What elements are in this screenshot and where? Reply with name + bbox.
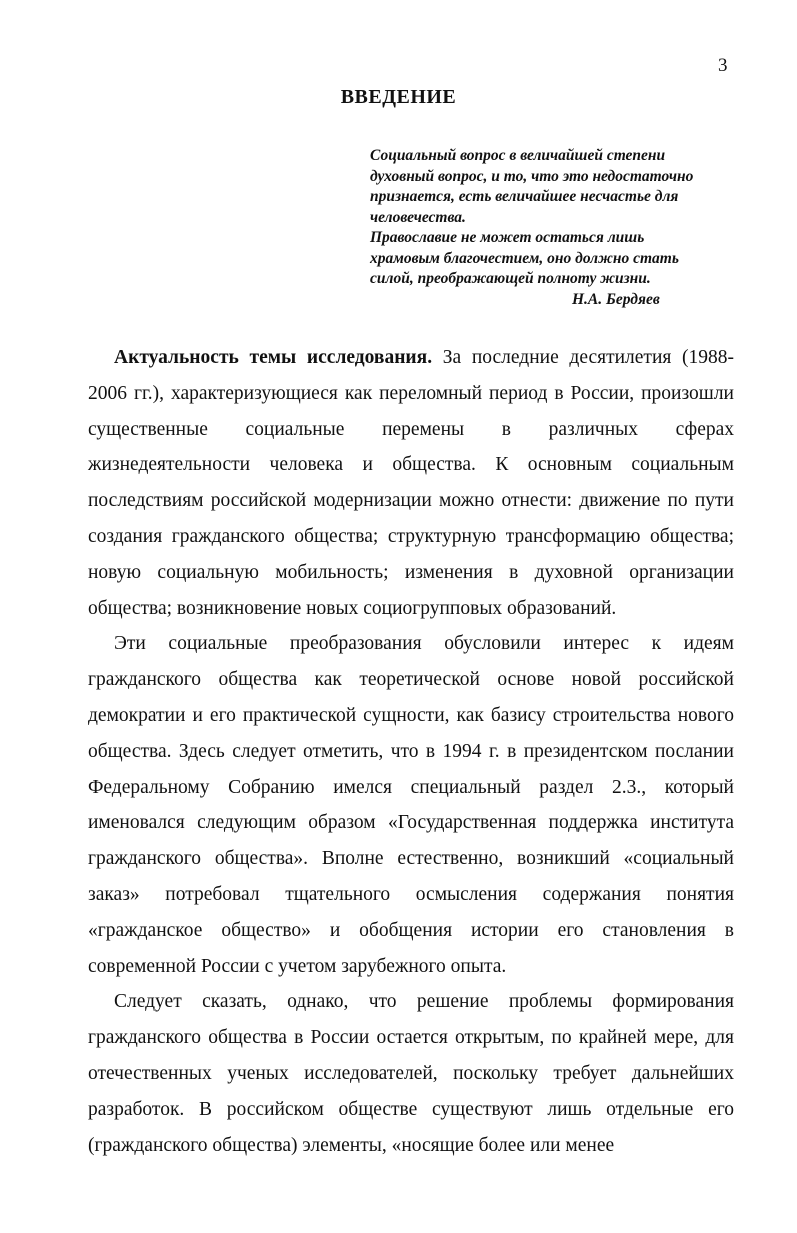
paragraph-2: Эти социальные преобразования обусловили интерес к идеям гражданского общества как теоретической основе новой российской демократии и его практической сущности, как базису строительства нового общества. Здесь следует отметить, что в 1994 г. в президентском послании Федеральному Собранию имелся специальный раздел 2.3., который именовался следующим образом «Государственная поддержка института гражданского общества». Вполне естественно, возникший «социальный заказ» потребовал тщательного осмысления содержания понятия «гражданское общество» и обобщения истории его становления в современной России с учетом зарубежного опыта. bbox=[88, 633, 734, 977]
epigraph-line: Социальный вопрос в величайшей степени bbox=[370, 147, 666, 164]
epigraph-line: признается, есть величайшее несчастье для bbox=[370, 188, 679, 205]
page-number: 3 bbox=[718, 55, 728, 76]
epigraph bbox=[370, 146, 715, 310]
paragraph-3: Следует сказать, однако, что решение проблемы формирования гражданского общества в России остается открытым, по крайней мере, для отечественных ученых исследователей, поскольку требует дальнейших разработок. В российском обществе существуют лишь отдельные его (гражданского общества) элементы, «носящие более или менее bbox=[88, 991, 734, 1156]
page-title: ВВЕДЕНИЕ bbox=[340, 86, 457, 108]
epigraph-line: силой, преображающей полноту жизни. bbox=[370, 270, 651, 287]
epigraph-author: Н.А. Бердяев bbox=[572, 290, 660, 308]
epigraph-line: храмовым благочестием, оно должно стать bbox=[370, 249, 679, 267]
epigraph-line: человечества. bbox=[370, 208, 466, 226]
body-text bbox=[88, 340, 734, 1163]
paragraph-lead: Актуальность темы исследования. bbox=[114, 347, 433, 368]
epigraph-line: духовный вопрос, и то, что это недостаточно bbox=[370, 167, 694, 185]
paragraph-1 bbox=[88, 340, 734, 626]
epigraph-line: Православие не может остаться лишь bbox=[370, 229, 645, 246]
paragraph-1-text: За последние десятилетия (1988-2006 гг.), характеризующиеся как переломный период в России, произошли существенные социальные перемены в различных сферах жизнедеятельности человека и общества. К основным социальным последствиям российской модернизации можно отнести: движение по пути создания гражданского общества; структурную трансформацию общества; новую социальную мобильность; изменения в духовной организации общества; возникновение новых социогрупповых образований. bbox=[88, 347, 734, 619]
